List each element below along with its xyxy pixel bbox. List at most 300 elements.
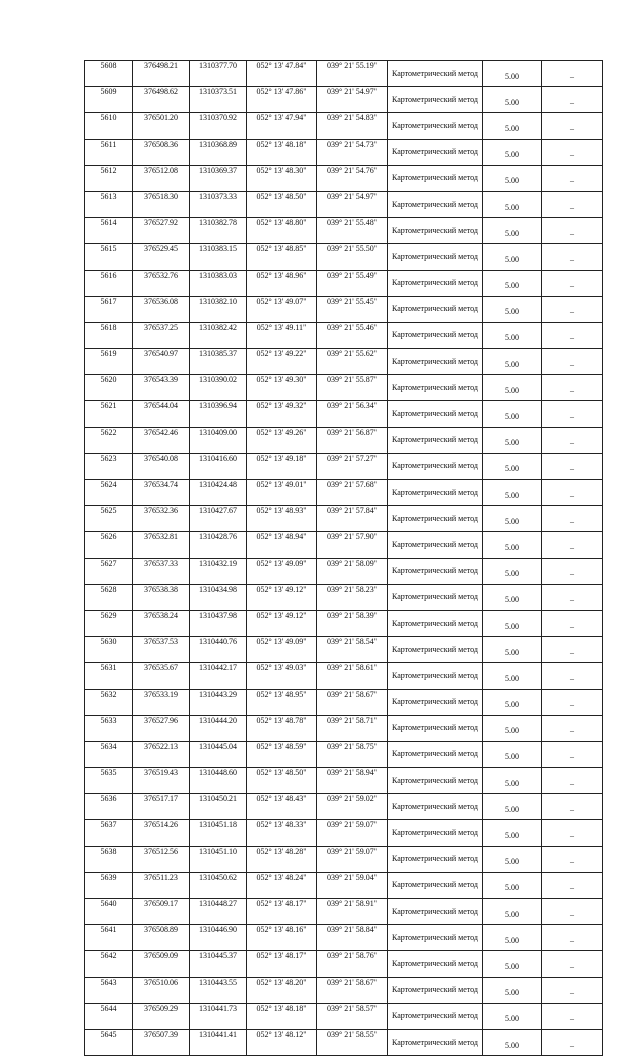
point-number-cell: 5642 <box>85 951 133 977</box>
x-coordinate-cell: 376538.24 <box>133 610 190 636</box>
longitude-cell: 039° 21' 55.19" <box>317 61 388 87</box>
x-coordinate-cell: 376543.39 <box>133 375 190 401</box>
latitude-cell: 052° 13' 47.84" <box>247 61 317 87</box>
method-cell: Картометрический метод <box>388 899 483 925</box>
x-coordinate-cell: 376529.45 <box>133 244 190 270</box>
y-coordinate-cell: 1310385.37 <box>190 349 247 375</box>
x-coordinate-cell: 376508.89 <box>133 925 190 951</box>
accuracy-cell: 5.00 <box>483 87 542 113</box>
longitude-cell: 039° 21' 55.49" <box>317 270 388 296</box>
table-row <box>85 1003 603 1029</box>
x-coordinate-cell: 376537.25 <box>133 322 190 348</box>
accuracy-cell: 5.00 <box>483 977 542 1003</box>
table-row <box>85 322 603 348</box>
y-coordinate-cell: 1310428.76 <box>190 532 247 558</box>
method-cell: Картометрический метод <box>388 453 483 479</box>
note-cell: – <box>542 453 603 479</box>
table-row <box>85 1029 603 1055</box>
latitude-cell: 052° 13' 48.33" <box>247 820 317 846</box>
point-number-cell: 5625 <box>85 506 133 532</box>
latitude-cell: 052° 13' 48.50" <box>247 191 317 217</box>
point-number-cell: 5634 <box>85 741 133 767</box>
longitude-cell: 039° 21' 58.76" <box>317 951 388 977</box>
table-row <box>85 165 603 191</box>
latitude-cell: 052° 13' 48.17" <box>247 951 317 977</box>
method-cell: Картометрический метод <box>388 715 483 741</box>
longitude-cell: 039° 21' 54.73" <box>317 139 388 165</box>
table-row <box>85 401 603 427</box>
x-coordinate-cell: 376509.29 <box>133 1003 190 1029</box>
x-coordinate-cell: 376517.17 <box>133 794 190 820</box>
point-number-cell: 5612 <box>85 165 133 191</box>
accuracy-cell: 5.00 <box>483 480 542 506</box>
point-number-cell: 5609 <box>85 87 133 113</box>
accuracy-cell: 5.00 <box>483 1029 542 1055</box>
y-coordinate-cell: 1310443.29 <box>190 689 247 715</box>
point-number-cell: 5641 <box>85 925 133 951</box>
note-cell: – <box>542 87 603 113</box>
point-number-cell: 5621 <box>85 401 133 427</box>
method-cell: Картометрический метод <box>388 768 483 794</box>
latitude-cell: 052° 13' 49.01" <box>247 480 317 506</box>
latitude-cell: 052° 13' 47.94" <box>247 113 317 139</box>
note-cell: – <box>542 480 603 506</box>
longitude-cell: 039° 21' 55.46" <box>317 322 388 348</box>
note-cell: – <box>542 191 603 217</box>
method-cell: Картометрический метод <box>388 61 483 87</box>
table-row <box>85 87 603 113</box>
latitude-cell: 052° 13' 48.80" <box>247 218 317 244</box>
note-cell: – <box>542 375 603 401</box>
table-row <box>85 794 603 820</box>
y-coordinate-cell: 1310373.33 <box>190 191 247 217</box>
note-cell: – <box>542 401 603 427</box>
method-cell: Картометрический метод <box>388 637 483 663</box>
latitude-cell: 052° 13' 48.30" <box>247 165 317 191</box>
latitude-cell: 052° 13' 48.20" <box>247 977 317 1003</box>
y-coordinate-cell: 1310443.55 <box>190 977 247 1003</box>
y-coordinate-cell: 1310382.78 <box>190 218 247 244</box>
note-cell: – <box>542 977 603 1003</box>
x-coordinate-cell: 376498.62 <box>133 87 190 113</box>
point-number-cell: 5638 <box>85 846 133 872</box>
point-number-cell: 5624 <box>85 480 133 506</box>
point-number-cell: 5637 <box>85 820 133 846</box>
table-row <box>85 872 603 898</box>
latitude-cell: 052° 13' 49.22" <box>247 349 317 375</box>
point-number-cell: 5610 <box>85 113 133 139</box>
y-coordinate-cell: 1310445.37 <box>190 951 247 977</box>
table-row <box>85 139 603 165</box>
accuracy-cell: 5.00 <box>483 401 542 427</box>
point-number-cell: 5629 <box>85 610 133 636</box>
longitude-cell: 039° 21' 57.90" <box>317 532 388 558</box>
longitude-cell: 039° 21' 55.50" <box>317 244 388 270</box>
longitude-cell: 039° 21' 58.67" <box>317 977 388 1003</box>
table-row <box>85 558 603 584</box>
y-coordinate-cell: 1310440.76 <box>190 637 247 663</box>
longitude-cell: 039° 21' 58.54" <box>317 637 388 663</box>
y-coordinate-cell: 1310445.04 <box>190 741 247 767</box>
y-coordinate-cell: 1310434.98 <box>190 584 247 610</box>
method-cell: Картометрический метод <box>388 480 483 506</box>
table-row <box>85 768 603 794</box>
method-cell: Картометрический метод <box>388 139 483 165</box>
longitude-cell: 039° 21' 57.68" <box>317 480 388 506</box>
accuracy-cell: 5.00 <box>483 872 542 898</box>
latitude-cell: 052° 13' 49.12" <box>247 610 317 636</box>
latitude-cell: 052° 13' 48.18" <box>247 139 317 165</box>
accuracy-cell: 5.00 <box>483 689 542 715</box>
point-number-cell: 5630 <box>85 637 133 663</box>
note-cell: – <box>542 61 603 87</box>
accuracy-cell: 5.00 <box>483 768 542 794</box>
x-coordinate-cell: 376512.56 <box>133 846 190 872</box>
accuracy-cell: 5.00 <box>483 61 542 87</box>
method-cell: Картометрический метод <box>388 349 483 375</box>
latitude-cell: 052° 13' 49.07" <box>247 296 317 322</box>
note-cell: – <box>542 1003 603 1029</box>
method-cell: Картометрический метод <box>388 218 483 244</box>
latitude-cell: 052° 13' 48.28" <box>247 846 317 872</box>
table-row <box>85 637 603 663</box>
method-cell: Картометрический метод <box>388 977 483 1003</box>
x-coordinate-cell: 376540.08 <box>133 453 190 479</box>
table-row <box>85 191 603 217</box>
longitude-cell: 039° 21' 56.34" <box>317 401 388 427</box>
latitude-cell: 052° 13' 49.09" <box>247 637 317 663</box>
note-cell: – <box>542 637 603 663</box>
accuracy-cell: 5.00 <box>483 506 542 532</box>
accuracy-cell: 5.00 <box>483 375 542 401</box>
point-number-cell: 5622 <box>85 427 133 453</box>
x-coordinate-cell: 376501.20 <box>133 113 190 139</box>
x-coordinate-cell: 376532.76 <box>133 270 190 296</box>
longitude-cell: 039° 21' 57.27" <box>317 453 388 479</box>
accuracy-cell: 5.00 <box>483 558 542 584</box>
accuracy-cell: 5.00 <box>483 244 542 270</box>
point-number-cell: 5633 <box>85 715 133 741</box>
longitude-cell: 039° 21' 58.57" <box>317 1003 388 1029</box>
note-cell: – <box>542 872 603 898</box>
longitude-cell: 039° 21' 55.45" <box>317 296 388 322</box>
point-number-cell: 5628 <box>85 584 133 610</box>
accuracy-cell: 5.00 <box>483 532 542 558</box>
table-row <box>85 925 603 951</box>
method-cell: Картометрический метод <box>388 872 483 898</box>
method-cell: Картометрический метод <box>388 610 483 636</box>
longitude-cell: 039° 21' 59.02" <box>317 794 388 820</box>
note-cell: – <box>542 715 603 741</box>
coordinates-table <box>84 60 603 1056</box>
y-coordinate-cell: 1310377.70 <box>190 61 247 87</box>
point-number-cell: 5645 <box>85 1029 133 1055</box>
point-number-cell: 5608 <box>85 61 133 87</box>
y-coordinate-cell: 1310382.42 <box>190 322 247 348</box>
method-cell: Картометрический метод <box>388 820 483 846</box>
longitude-cell: 039° 21' 59.07" <box>317 820 388 846</box>
accuracy-cell: 5.00 <box>483 296 542 322</box>
latitude-cell: 052° 13' 48.78" <box>247 715 317 741</box>
table-row <box>85 375 603 401</box>
y-coordinate-cell: 1310396.94 <box>190 401 247 427</box>
latitude-cell: 052° 13' 49.09" <box>247 558 317 584</box>
y-coordinate-cell: 1310450.62 <box>190 872 247 898</box>
table-row <box>85 296 603 322</box>
x-coordinate-cell: 376534.74 <box>133 480 190 506</box>
x-coordinate-cell: 376532.81 <box>133 532 190 558</box>
method-cell: Картометрический метод <box>388 741 483 767</box>
x-coordinate-cell: 376527.92 <box>133 218 190 244</box>
method-cell: Картометрический метод <box>388 322 483 348</box>
latitude-cell: 052° 13' 49.32" <box>247 401 317 427</box>
y-coordinate-cell: 1310383.03 <box>190 270 247 296</box>
point-number-cell: 5613 <box>85 191 133 217</box>
longitude-cell: 039° 21' 54.97" <box>317 191 388 217</box>
accuracy-cell: 5.00 <box>483 846 542 872</box>
latitude-cell: 052° 13' 48.94" <box>247 532 317 558</box>
table-row <box>85 610 603 636</box>
latitude-cell: 052° 13' 48.24" <box>247 872 317 898</box>
y-coordinate-cell: 1310442.17 <box>190 663 247 689</box>
point-number-cell: 5631 <box>85 663 133 689</box>
y-coordinate-cell: 1310441.73 <box>190 1003 247 1029</box>
longitude-cell: 039° 21' 58.91" <box>317 899 388 925</box>
longitude-cell: 039° 21' 58.94" <box>317 768 388 794</box>
longitude-cell: 039° 21' 58.71" <box>317 715 388 741</box>
x-coordinate-cell: 376537.53 <box>133 637 190 663</box>
point-number-cell: 5635 <box>85 768 133 794</box>
point-number-cell: 5636 <box>85 794 133 820</box>
y-coordinate-cell: 1310448.27 <box>190 899 247 925</box>
table-row <box>85 715 603 741</box>
longitude-cell: 039° 21' 55.62" <box>317 349 388 375</box>
y-coordinate-cell: 1310450.21 <box>190 794 247 820</box>
note-cell: – <box>542 532 603 558</box>
x-coordinate-cell: 376507.39 <box>133 1029 190 1055</box>
table-body <box>85 61 603 1056</box>
latitude-cell: 052° 13' 48.18" <box>247 1003 317 1029</box>
y-coordinate-cell: 1310390.02 <box>190 375 247 401</box>
note-cell: – <box>542 820 603 846</box>
point-number-cell: 5627 <box>85 558 133 584</box>
accuracy-cell: 5.00 <box>483 427 542 453</box>
point-number-cell: 5632 <box>85 689 133 715</box>
longitude-cell: 039° 21' 54.76" <box>317 165 388 191</box>
y-coordinate-cell: 1310370.92 <box>190 113 247 139</box>
method-cell: Картометрический метод <box>388 427 483 453</box>
longitude-cell: 039° 21' 58.67" <box>317 689 388 715</box>
table-row <box>85 899 603 925</box>
accuracy-cell: 5.00 <box>483 165 542 191</box>
accuracy-cell: 5.00 <box>483 899 542 925</box>
note-cell: – <box>542 165 603 191</box>
note-cell: – <box>542 349 603 375</box>
table-row <box>85 244 603 270</box>
latitude-cell: 052° 13' 49.26" <box>247 427 317 453</box>
note-cell: – <box>542 139 603 165</box>
latitude-cell: 052° 13' 48.59" <box>247 741 317 767</box>
longitude-cell: 039° 21' 58.09" <box>317 558 388 584</box>
latitude-cell: 052° 13' 48.16" <box>247 925 317 951</box>
method-cell: Картометрический метод <box>388 401 483 427</box>
note-cell: – <box>542 1029 603 1055</box>
accuracy-cell: 5.00 <box>483 191 542 217</box>
point-number-cell: 5639 <box>85 872 133 898</box>
x-coordinate-cell: 376537.33 <box>133 558 190 584</box>
table-row <box>85 689 603 715</box>
latitude-cell: 052° 13' 48.50" <box>247 768 317 794</box>
method-cell: Картометрический метод <box>388 270 483 296</box>
x-coordinate-cell: 376540.97 <box>133 349 190 375</box>
note-cell: – <box>542 610 603 636</box>
method-cell: Картометрический метод <box>388 113 483 139</box>
method-cell: Картометрический метод <box>388 375 483 401</box>
y-coordinate-cell: 1310382.10 <box>190 296 247 322</box>
y-coordinate-cell: 1310369.37 <box>190 165 247 191</box>
longitude-cell: 039° 21' 58.39" <box>317 610 388 636</box>
y-coordinate-cell: 1310441.41 <box>190 1029 247 1055</box>
x-coordinate-cell: 376527.96 <box>133 715 190 741</box>
method-cell: Картометрический метод <box>388 87 483 113</box>
accuracy-cell: 5.00 <box>483 584 542 610</box>
table-row <box>85 218 603 244</box>
x-coordinate-cell: 376536.08 <box>133 296 190 322</box>
longitude-cell: 039° 21' 58.75" <box>317 741 388 767</box>
method-cell: Картометрический метод <box>388 1003 483 1029</box>
table-row <box>85 427 603 453</box>
accuracy-cell: 5.00 <box>483 322 542 348</box>
note-cell: – <box>542 899 603 925</box>
point-number-cell: 5619 <box>85 349 133 375</box>
note-cell: – <box>542 794 603 820</box>
method-cell: Картометрический метод <box>388 165 483 191</box>
method-cell: Картометрический метод <box>388 244 483 270</box>
y-coordinate-cell: 1310416.60 <box>190 453 247 479</box>
table-row <box>85 61 603 87</box>
note-cell: – <box>542 322 603 348</box>
point-number-cell: 5620 <box>85 375 133 401</box>
x-coordinate-cell: 376535.67 <box>133 663 190 689</box>
x-coordinate-cell: 376532.36 <box>133 506 190 532</box>
y-coordinate-cell: 1310448.60 <box>190 768 247 794</box>
accuracy-cell: 5.00 <box>483 820 542 846</box>
point-number-cell: 5640 <box>85 899 133 925</box>
accuracy-cell: 5.00 <box>483 218 542 244</box>
x-coordinate-cell: 376544.04 <box>133 401 190 427</box>
note-cell: – <box>542 768 603 794</box>
longitude-cell: 039° 21' 58.23" <box>317 584 388 610</box>
point-number-cell: 5626 <box>85 532 133 558</box>
method-cell: Картометрический метод <box>388 506 483 532</box>
point-number-cell: 5615 <box>85 244 133 270</box>
longitude-cell: 039° 21' 56.87" <box>317 427 388 453</box>
latitude-cell: 052° 13' 49.12" <box>247 584 317 610</box>
point-number-cell: 5611 <box>85 139 133 165</box>
note-cell: – <box>542 218 603 244</box>
y-coordinate-cell: 1310383.15 <box>190 244 247 270</box>
y-coordinate-cell: 1310451.18 <box>190 820 247 846</box>
table-row <box>85 741 603 767</box>
accuracy-cell: 5.00 <box>483 637 542 663</box>
x-coordinate-cell: 376518.30 <box>133 191 190 217</box>
x-coordinate-cell: 376509.09 <box>133 951 190 977</box>
latitude-cell: 052° 13' 49.03" <box>247 663 317 689</box>
longitude-cell: 039° 21' 59.04" <box>317 872 388 898</box>
accuracy-cell: 5.00 <box>483 1003 542 1029</box>
longitude-cell: 039° 21' 58.61" <box>317 663 388 689</box>
accuracy-cell: 5.00 <box>483 925 542 951</box>
x-coordinate-cell: 376498.21 <box>133 61 190 87</box>
note-cell: – <box>542 925 603 951</box>
note-cell: – <box>542 296 603 322</box>
method-cell: Картометрический метод <box>388 794 483 820</box>
method-cell: Картометрический метод <box>388 558 483 584</box>
x-coordinate-cell: 376508.36 <box>133 139 190 165</box>
table-row <box>85 820 603 846</box>
method-cell: Картометрический метод <box>388 689 483 715</box>
point-number-cell: 5644 <box>85 1003 133 1029</box>
y-coordinate-cell: 1310368.89 <box>190 139 247 165</box>
note-cell: – <box>542 113 603 139</box>
accuracy-cell: 5.00 <box>483 270 542 296</box>
accuracy-cell: 5.00 <box>483 794 542 820</box>
method-cell: Картометрический метод <box>388 584 483 610</box>
longitude-cell: 039° 21' 57.84" <box>317 506 388 532</box>
table-row <box>85 506 603 532</box>
accuracy-cell: 5.00 <box>483 453 542 479</box>
accuracy-cell: 5.00 <box>483 113 542 139</box>
note-cell: – <box>542 584 603 610</box>
method-cell: Картометрический метод <box>388 846 483 872</box>
table-row <box>85 113 603 139</box>
method-cell: Картометрический метод <box>388 951 483 977</box>
note-cell: – <box>542 558 603 584</box>
table-row <box>85 951 603 977</box>
x-coordinate-cell: 376510.06 <box>133 977 190 1003</box>
latitude-cell: 052° 13' 48.85" <box>247 244 317 270</box>
latitude-cell: 052° 13' 48.12" <box>247 1029 317 1055</box>
longitude-cell: 039° 21' 55.48" <box>317 218 388 244</box>
accuracy-cell: 5.00 <box>483 610 542 636</box>
accuracy-cell: 5.00 <box>483 139 542 165</box>
table-row <box>85 846 603 872</box>
longitude-cell: 039° 21' 59.07" <box>317 846 388 872</box>
note-cell: – <box>542 689 603 715</box>
method-cell: Картометрический метод <box>388 296 483 322</box>
table-row <box>85 977 603 1003</box>
accuracy-cell: 5.00 <box>483 715 542 741</box>
table-row <box>85 453 603 479</box>
x-coordinate-cell: 376512.08 <box>133 165 190 191</box>
x-coordinate-cell: 376522.13 <box>133 741 190 767</box>
latitude-cell: 052° 13' 48.93" <box>247 506 317 532</box>
longitude-cell: 039° 21' 54.97" <box>317 87 388 113</box>
x-coordinate-cell: 376542.46 <box>133 427 190 453</box>
method-cell: Картометрический метод <box>388 191 483 217</box>
point-number-cell: 5623 <box>85 453 133 479</box>
method-cell: Картометрический метод <box>388 1029 483 1055</box>
table-row <box>85 532 603 558</box>
y-coordinate-cell: 1310446.90 <box>190 925 247 951</box>
point-number-cell: 5617 <box>85 296 133 322</box>
y-coordinate-cell: 1310437.98 <box>190 610 247 636</box>
longitude-cell: 039° 21' 58.84" <box>317 925 388 951</box>
document-page <box>84 60 602 1056</box>
latitude-cell: 052° 13' 48.17" <box>247 899 317 925</box>
table-row <box>85 663 603 689</box>
latitude-cell: 052° 13' 49.11" <box>247 322 317 348</box>
